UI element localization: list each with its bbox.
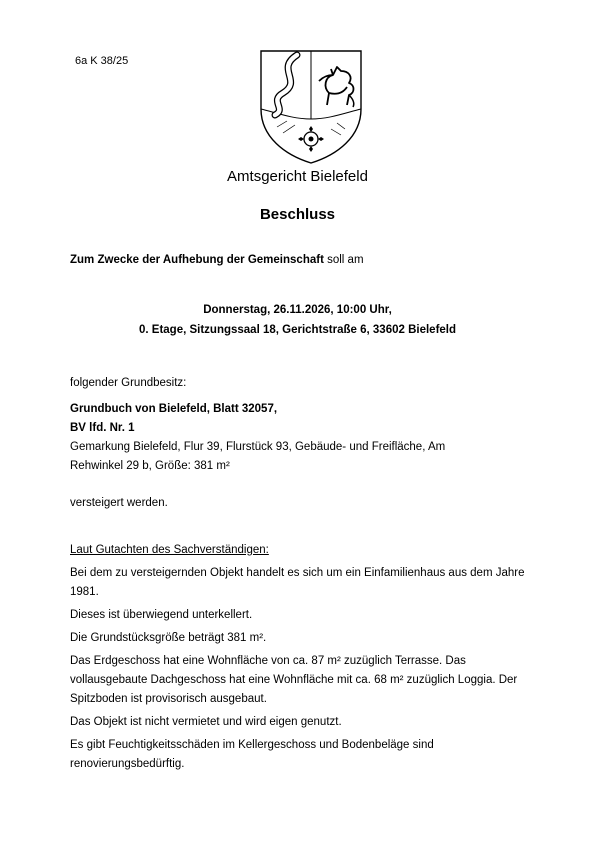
- gutachten-heading: Laut Gutachten des Sachverständigen:: [70, 544, 269, 556]
- intro-line: [70, 251, 364, 270]
- paragraph: Das Erdgeschoss hat eine Wohnfläche von ca. 87 m² zuzüglich Terrasse. Das vollausgebaute Dachgeschoss hat eine Wohnfläche mit ca. 68 m² zuzüglich Loggia. Der Spitzboden ist provisorisch ausgebaut.: [70, 655, 518, 705]
- gemarkung-line-1: Gemarkung Bielefeld, Flur 39, Flurstück 93, Gebäude- und Freifläche, Am: [70, 441, 446, 453]
- nrw-coat-of-arms-icon: [257, 47, 365, 165]
- versteigert-line: versteigert werden.: [70, 497, 168, 509]
- paragraph: Die Grundstücksgröße beträgt 381 m².: [70, 632, 267, 644]
- court-name: Amtsgericht Bielefeld: [227, 168, 368, 185]
- intro-bold: Zum Zwecke der Aufhebung der Gemeinschaft: [70, 254, 324, 266]
- gutachten-section: [70, 541, 530, 778]
- property-details: [70, 400, 510, 476]
- paragraph: Dieses ist überwiegend unterkellert.: [70, 609, 253, 621]
- paragraph: Das Objekt ist nicht vermietet und wird eigen genutzt.: [70, 716, 342, 728]
- bv-line: BV lfd. Nr. 1: [70, 422, 135, 434]
- gemarkung-line-2: Rehwinkel 29 b, Größe: 381 m²: [70, 460, 230, 472]
- case-number: 6a K 38/25: [75, 55, 129, 67]
- auction-date: Donnerstag, 26.11.2026, 10:00 Uhr,: [203, 304, 392, 316]
- auction-date-block: [0, 300, 595, 340]
- auction-location: 0. Etage, Sitzungssaal 18, Gerichtstraße 6, 33602 Bielefeld: [138, 324, 457, 336]
- grundbuch-line: Grundbuch von Bielefeld, Blatt 32057,: [70, 403, 278, 415]
- paragraph: Bei dem zu versteigernden Objekt handelt es sich um ein Einfamilienhaus aus dem Jahre 1981.: [70, 567, 525, 598]
- property-label: folgender Grundbesitz:: [70, 377, 187, 389]
- document-title: Beschluss: [259, 206, 336, 223]
- paragraph: Es gibt Feuchtigkeitsschäden im Kellergeschoss und Bodenbeläge sind renovierungsbedürftig.: [70, 739, 434, 770]
- intro-rest: soll am: [323, 254, 364, 266]
